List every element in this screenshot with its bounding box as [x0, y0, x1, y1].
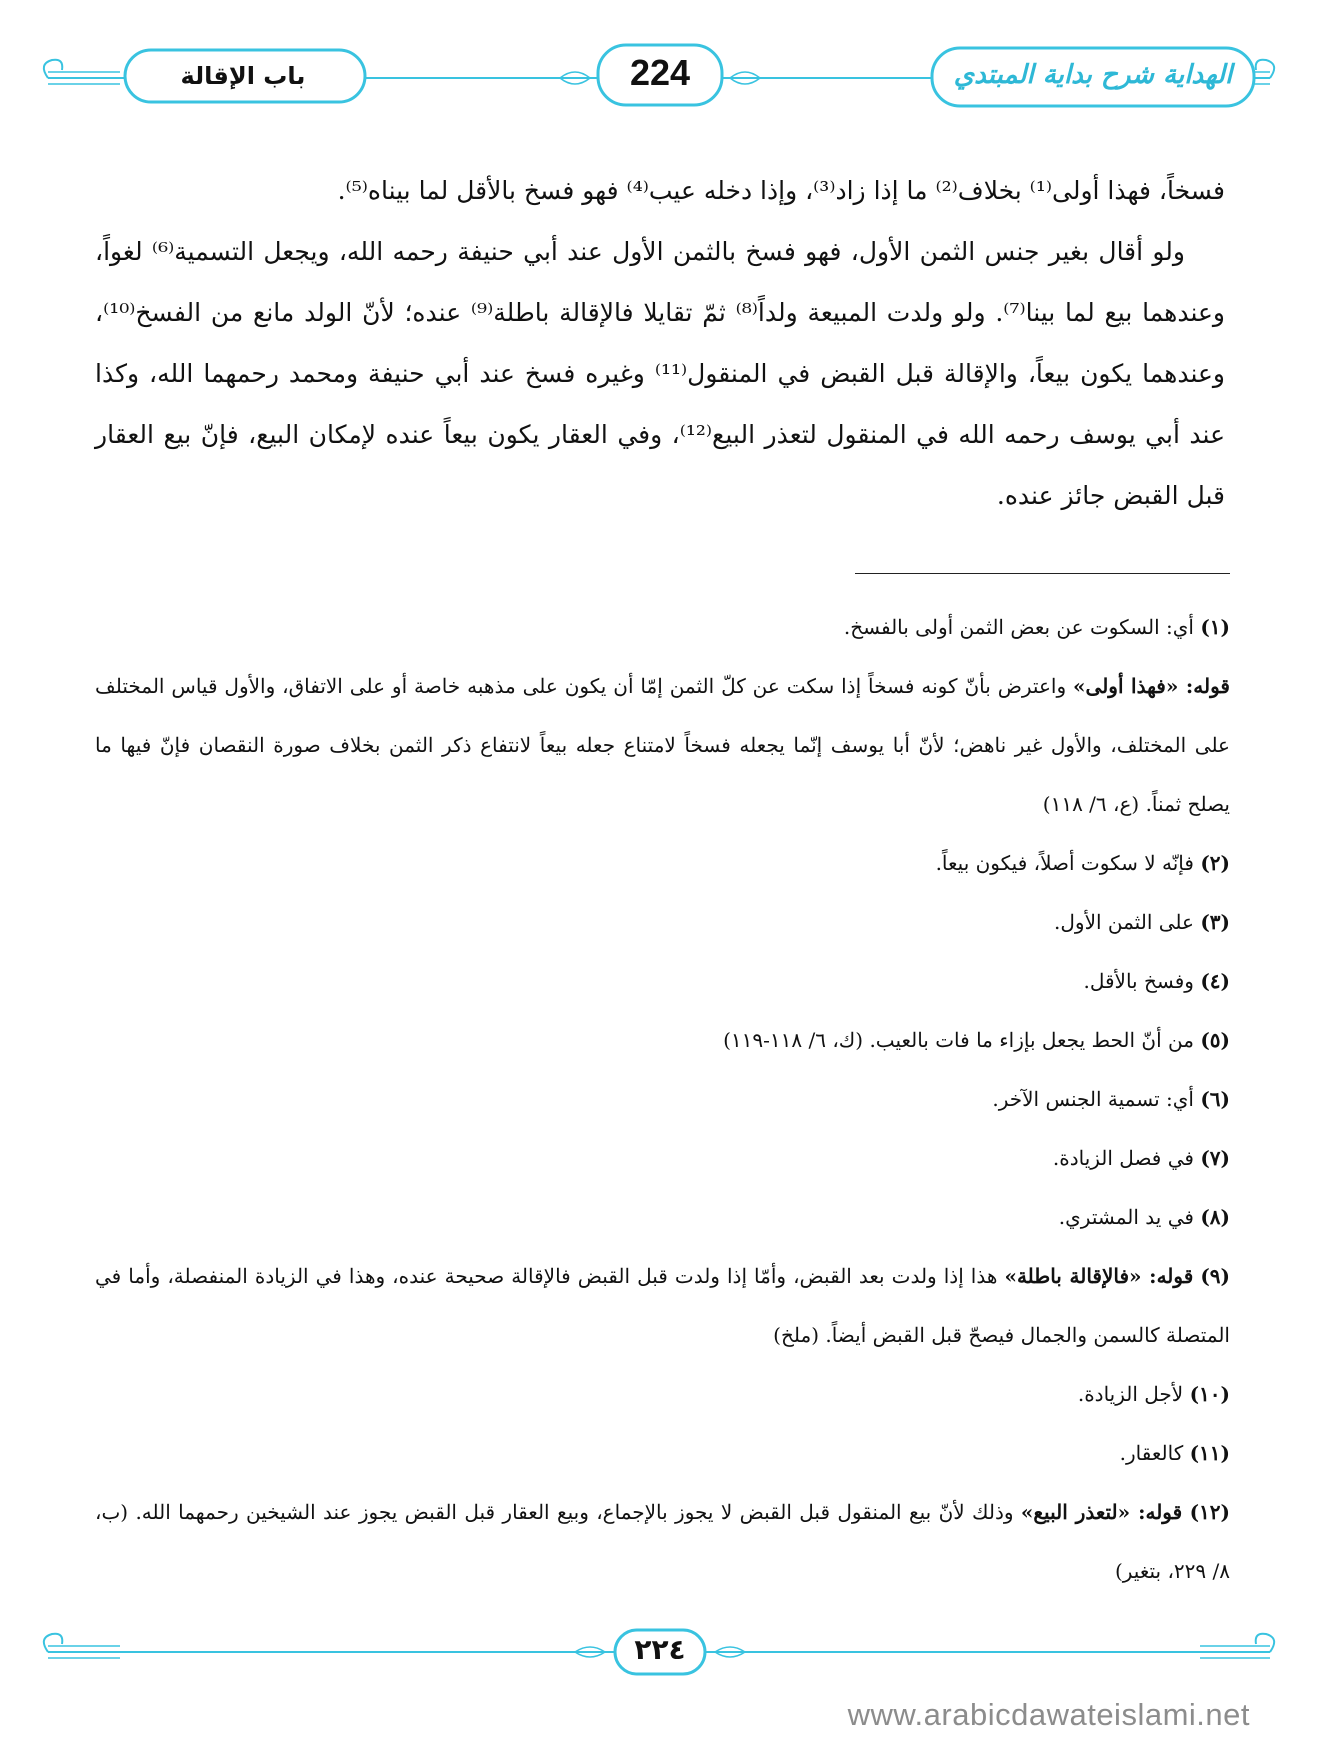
footnote-number: (٧) — [1200, 1146, 1230, 1170]
footnote-number: (٩) — [1200, 1264, 1231, 1288]
footnote-text: واعترض بأنّ كونه فسخاً إذا سكت عن كلّ الثمن إمّا أن يكون على مذهبه خاصة أو على الاتفاق، والأول قياس المختلف على المختلف، والأول غير ناهض؛ لأنّ أبا يوسف إنّما يجعله فسخاً لامتناع جعله بيعاً لانتفاع ذكر الثمن بخلاف صورة النقصان فإنّ فيها ما يصلح ثمناً. (ع، ٦/ ١١٨) — [95, 674, 1230, 816]
footnote-5 — [95, 1011, 1230, 1070]
footnote-label: قوله: «لتعذر البيع» — [1020, 1500, 1183, 1524]
footnote-separator — [855, 573, 1230, 574]
footnote-number: (٥) — [1200, 1028, 1230, 1052]
footnote-text: أي: السكوت عن بعض الثمن أولى بالفسخ. — [843, 615, 1194, 639]
footnote-number: (٨) — [1200, 1205, 1230, 1229]
footnote-text: من أنّ الحط يجعل بإزاء ما فات بالعيب. (ك، ٦/ ١١٨-١١٩) — [723, 1028, 1194, 1052]
page-header — [0, 0, 1319, 110]
footnote-number: (٣) — [1200, 910, 1230, 934]
footnote-text: كالعقار. — [1119, 1441, 1184, 1465]
footnote-6 — [95, 1070, 1230, 1129]
footnote-text: هذا إذا ولدت بعد القبض، وأمّا إذا ولدت قبل القبض فالإقالة صحيحة عنده، وهذا في الزيادة المنفصلة، وأما في المتصلة كالسمن والجمال فيصحّ قبل القبض أيضاً. (ملخ) — [95, 1264, 1230, 1347]
footnote-3 — [95, 893, 1230, 952]
page-number-header: 224 — [629, 52, 691, 93]
footnote-text: لأجل الزيادة. — [1077, 1382, 1184, 1406]
footnote-label: قوله: «فهذا أولى» — [1073, 674, 1230, 698]
footnote-number: (٤) — [1200, 969, 1230, 993]
footnote-text: في يد المشتري. — [1058, 1205, 1194, 1229]
footnote-text: أي: تسمية الجنس الآخر. — [992, 1087, 1194, 1111]
footnote-text: وفسخ بالأقل. — [1083, 969, 1194, 993]
footnote-text: وذلك لأنّ بيع المنقول قبل القبض لا يجوز بالإجماع، وبيع العقار قبل القبض يجوز عند الشيخين رحمهما الله. (ب، ٨/ ٢٢٩، بتغير) — [95, 1500, 1230, 1583]
book-title-logo: الهداية شرح بداية المبتدي — [953, 60, 1233, 90]
footnote-number: (٢) — [1200, 851, 1230, 875]
page-number-footer: ٢٢٤ — [634, 1633, 686, 1666]
chapter-title: باب الإقالة — [180, 62, 306, 90]
footnotes-section — [95, 598, 1230, 1601]
footnote-9 — [95, 1247, 1230, 1365]
footnote-11 — [95, 1424, 1230, 1483]
footnote-number: (١) — [1200, 615, 1230, 639]
footnote-label: قوله: «فالإقالة باطلة» — [1004, 1264, 1194, 1288]
footnote-8 — [95, 1188, 1230, 1247]
footnote-number: (١٢) — [1189, 1500, 1230, 1524]
footnote-text: على الثمن الأول. — [1054, 910, 1194, 934]
website-watermark: www.arabicdawateislami.net — [847, 1697, 1250, 1732]
footnote-text: في فصل الزيادة. — [1052, 1146, 1194, 1170]
main-paragraph-2: ولو أقال بغير جنس الثمن الأول، فهو فسخ بالثمن الأول عند أبي حنيفة رحمه الله، ويجعل التسمية⁽⁶⁾ لغواً، وعندهما بيع لما بينا⁽⁷⁾. ولو ولدت المبيعة ولداً⁽⁸⁾ ثمّ تقايلا فالإقالة باطلة⁽⁹⁾ عنده؛ لأنّ الولد مانع من الفسخ⁽¹⁰⁾، وعندهما يكون بيعاً، والإقالة قبل القبض في المنقول⁽¹¹⁾ وغيره فسخ عند أبي حنيفة ومحمد رحمهما الله، وكذا عند أبي يوسف رحمه الله في المنقول لتعذر البيع⁽¹²⁾، وفي العقار يكون بيعاً عنده لإمكان البيع، فإنّ بيع العقار قبل القبض جائز عنده. — [95, 237, 1226, 510]
main-paragraph-1: فسخاً، فهذا أولى⁽¹⁾ بخلاف⁽²⁾ ما إذا زاد⁽³⁾، وإذا دخله عيب⁽⁴⁾ فهو فسخ بالأقل لما بيناه⁽⁵⁾. — [337, 176, 1225, 205]
footnote-number: (١١) — [1189, 1441, 1230, 1465]
footnote-4 — [95, 952, 1230, 1011]
footnote-2 — [95, 834, 1230, 893]
footnote-1-commentary — [95, 657, 1230, 834]
footnote-number: (٦) — [1200, 1087, 1230, 1111]
footnote-12 — [95, 1483, 1230, 1601]
footnote-7 — [95, 1129, 1230, 1188]
footnote-10 — [95, 1365, 1230, 1424]
main-text-body — [95, 160, 1225, 526]
footnote-text: فإنّه لا سكوت أصلاً، فيكون بيعاً. — [935, 851, 1194, 875]
footnote-1 — [95, 598, 1230, 657]
footnote-number: (١٠) — [1189, 1382, 1230, 1406]
